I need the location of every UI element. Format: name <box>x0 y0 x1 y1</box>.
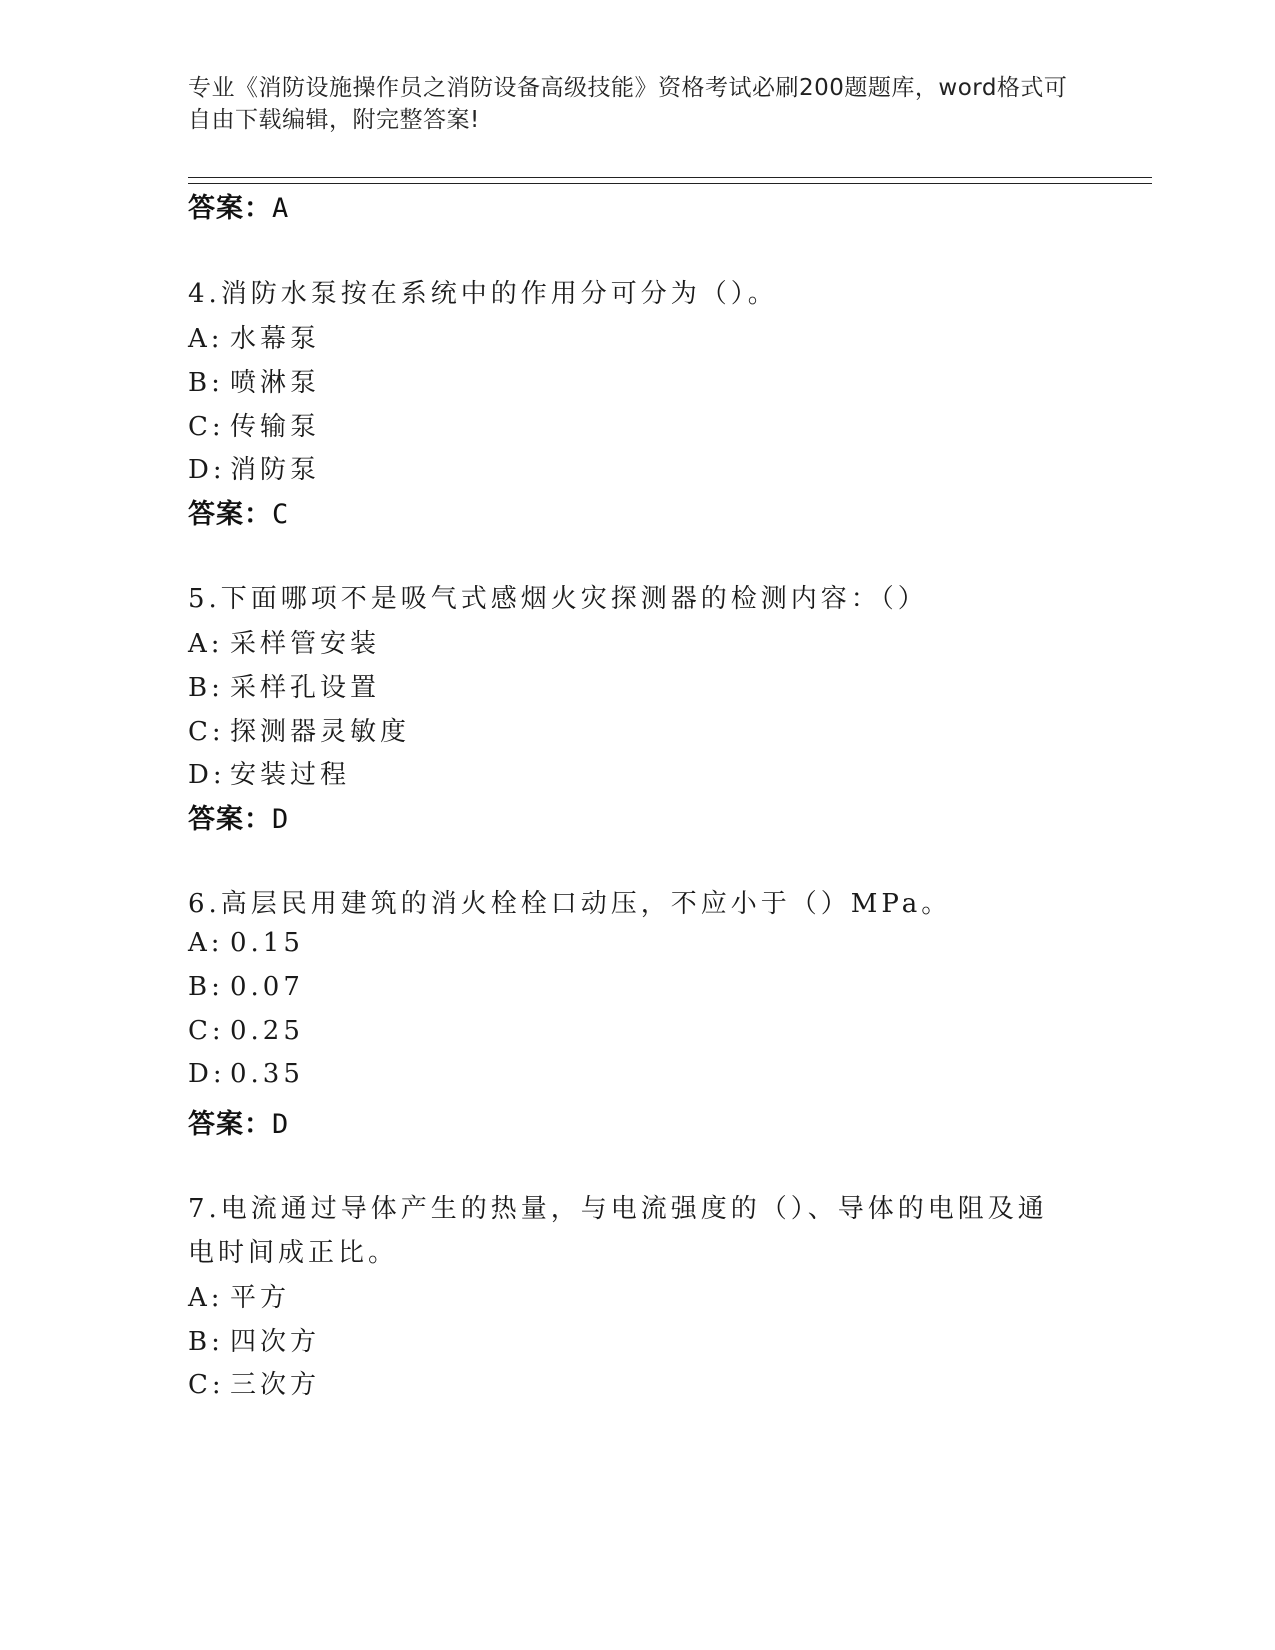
question-7-option-b <box>188 1321 320 1358</box>
option-key: B: <box>188 1327 224 1357</box>
option-text: 0.35 <box>230 1059 304 1089</box>
option-key: B: <box>188 368 224 398</box>
question-4-answer <box>188 492 289 531</box>
option-text: 采样孔设置 <box>230 673 381 703</box>
question-7-option-c <box>188 1364 320 1401</box>
option-key: D: <box>188 760 226 790</box>
option-text: 四次方 <box>230 1327 321 1357</box>
answer-label: 答案： <box>188 499 272 530</box>
option-text: 消防泵 <box>230 455 321 485</box>
option-text: 传输泵 <box>230 412 321 442</box>
option-text: 探测器灵敏度 <box>230 717 411 747</box>
option-key: D: <box>188 455 226 485</box>
option-text: 0.15 <box>230 928 304 958</box>
option-key: A: <box>188 324 224 354</box>
question-5-option-a <box>188 623 380 660</box>
option-text: 0.25 <box>230 1016 304 1046</box>
answer-label: 答案： <box>188 1109 272 1140</box>
question-5: 5.下面哪项不是吸气式感烟火灾探测器的检测内容：（） <box>188 584 928 614</box>
option-text: 三次方 <box>230 1370 321 1400</box>
question-6-answer <box>188 1102 289 1141</box>
question-4-option-a <box>188 318 320 355</box>
option-key: D: <box>188 1059 226 1089</box>
question-5-option-d <box>188 754 350 791</box>
option-key: A: <box>188 1283 224 1313</box>
question-5-option-c <box>188 711 410 748</box>
option-key: A: <box>188 928 224 958</box>
question-6-option-b <box>188 972 304 1002</box>
option-key: B: <box>188 673 224 703</box>
option-key: C: <box>188 1016 225 1046</box>
question-6: 6.高层民用建筑的消火栓栓口动压，不应小于（）MPa。 <box>188 889 952 919</box>
question-5-answer <box>188 797 289 836</box>
option-key: C: <box>188 717 225 747</box>
question-4-option-b <box>188 362 320 399</box>
option-text: 安装过程 <box>230 760 351 790</box>
answer-value: C <box>272 499 290 530</box>
header-divider-top <box>188 177 1152 178</box>
question-4-option-d <box>188 449 320 486</box>
option-key: B: <box>188 972 224 1002</box>
option-key: C: <box>188 1370 225 1400</box>
answer-label: 答案： <box>188 804 272 835</box>
option-text: 平方 <box>230 1283 291 1313</box>
option-text: 水幕泵 <box>230 324 321 354</box>
document-intro: 专业《消防设施操作员之消防设备高级技能》资格考试必刷200题题库，word格式可自由下载编辑，附完整答案! <box>188 75 1068 133</box>
question-4-option-c <box>188 406 320 443</box>
question-4: 4.消防水泵按在系统中的作用分可分为（）。 <box>188 279 778 309</box>
question-5-option-b <box>188 667 380 704</box>
option-key: A: <box>188 629 224 659</box>
option-text: 喷淋泵 <box>230 368 321 398</box>
answer-value: D <box>272 804 290 835</box>
option-text: 采样管安装 <box>230 629 381 659</box>
answer-value: A <box>272 193 290 224</box>
answer-line <box>188 186 289 225</box>
question-6-option-a <box>188 928 304 958</box>
question-7: 7.电流通过导体产生的热量，与电流强度的（）、导体的电阻及通电时间成正比。 <box>188 1194 1048 1268</box>
question-7-option-a <box>188 1277 290 1314</box>
answer-label: 答案： <box>188 193 272 224</box>
header-divider-bottom <box>188 183 1152 184</box>
answer-value: D <box>272 1109 290 1140</box>
option-text: 0.07 <box>230 972 304 1002</box>
question-6-option-c <box>188 1016 304 1046</box>
question-6-option-d <box>188 1059 304 1089</box>
option-key: C: <box>188 412 225 442</box>
